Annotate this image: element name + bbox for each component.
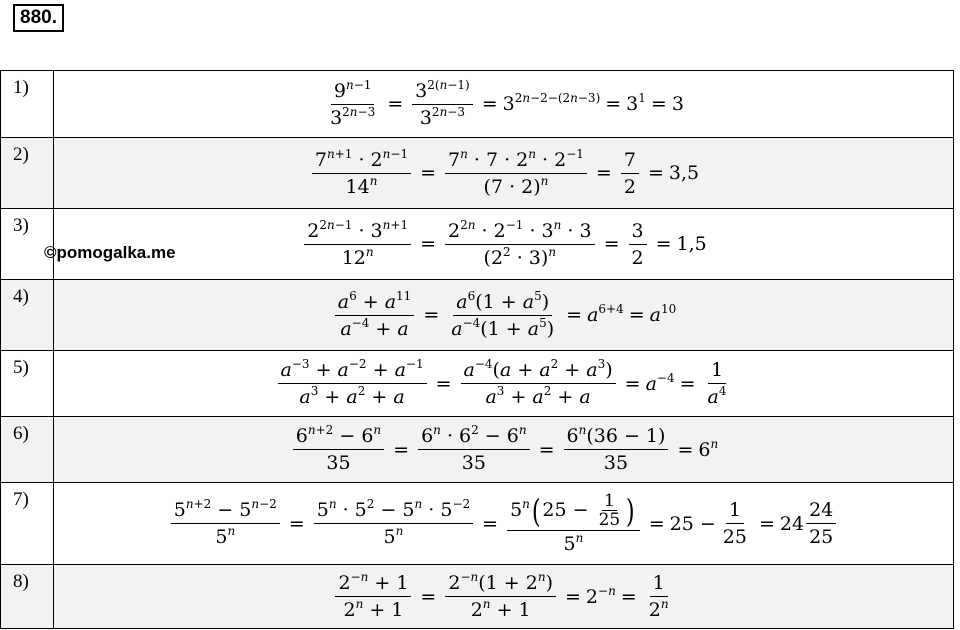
- table-row: [1, 417, 954, 483]
- formula-cell: [54, 209, 954, 280]
- result-whole: 24: [779, 512, 805, 535]
- formula-cell: [54, 565, 954, 629]
- equation: $\frac{5^{n+2} - 5^{n-2}}{5^n}$ = $\frac{5^n \cdot 5^2 - 5^n \cdot 5^{-2}}{5^n}$ = $5^n(25$ − $\frac{1}{25}$ ) 5$^n$ = 25 − $\frac{1}{25}$ = 24 $\frac{24}{25}$: [167, 491, 841, 557]
- result-value: 3: [671, 93, 684, 115]
- solutions-table: [0, 70, 954, 629]
- row-label: 6): [1, 417, 54, 483]
- equation: $\frac{2^{-n} + 1}{2^n + 1}$ = $\frac{2^{-n}(1 + 2^n)}{2^n + 1}$ = $2^{-n}$ = $\frac{1}{2^n}$: [331, 571, 675, 622]
- formula-cell: [54, 417, 954, 483]
- table-row: [1, 565, 954, 629]
- equation: $\frac{7^{n+1} \cdot 2^{n-1}}{14^n}$ = $\frac{7^n \cdot 7 \cdot 2^n \cdot 2^{-1}}{(7 \cdot 2)^n}$ = $\frac{7}{2}$ = 3,5: [308, 148, 699, 199]
- problem-number: 880.: [13, 4, 64, 32]
- formula-cell: [54, 138, 954, 209]
- table-row: [1, 71, 954, 138]
- table-row: [1, 138, 954, 209]
- row-label: 5): [1, 351, 54, 417]
- table-row: [1, 483, 954, 565]
- formula-cell: [54, 351, 954, 417]
- equation: $\frac{6^{n+2} - 6^n}{35}$ = $\frac{6^n \cdot 6^2 - 6^n}{35}$ = $\frac{6^n(36 - 1)}{35}$ = 6$^n$: [289, 424, 718, 475]
- equation: $\frac{a^{-3} + a^{-2} + a^{-1}}{a^3 + a^2 + a}$ = $\frac{a^{-4}(a + a^2 + a^3)}{a^3 + a^2 + a}$ = $a^{-4}$ = $\frac{1}{a^4}$: [274, 358, 734, 409]
- result-value: 6: [698, 438, 711, 461]
- table-row: [1, 280, 954, 351]
- row-label: 2): [1, 138, 54, 209]
- equation: $\frac{a^6 + a^{11}}{a^{-4} + a}$ = $\frac{a^6(1 + a^5)}{a^{-4}(1 + a^5)}$ = $a^{6+4}$ = $a^{10}$: [331, 290, 677, 341]
- row-label: 1): [1, 71, 54, 138]
- equation: $\frac{9^{n-1}}{3^{2n-3}}$ = $\frac{3^{2(n-1)}}{3^{2n-3}}$ = $3^{2n-2-(2n-3)}$ = $3^1$ = 3: [330, 77, 684, 129]
- row-label: 4): [1, 280, 54, 351]
- equation: $\frac{2^{2n-1} \cdot 3^{n+1}}{12^n}$ = $\frac{2^{2n} \cdot 2^{-1} \cdot 3^n \cdot 3}{(2^2 \cdot 3)^n}$ = $\frac{3}{2}$ = 1,5: [300, 219, 706, 270]
- formula-cell: [54, 280, 954, 351]
- formula-cell: [54, 71, 954, 138]
- result-value: 1,5: [676, 233, 707, 255]
- row-label: 3): [1, 209, 54, 280]
- row-label: 7): [1, 483, 54, 565]
- formula-cell: [54, 483, 954, 565]
- row-label: 8): [1, 565, 54, 629]
- result-numerator: 24: [806, 498, 836, 524]
- result-denominator: 25: [809, 526, 834, 548]
- result-value: 3,5: [668, 162, 700, 184]
- watermark: ©pomogalka.me: [44, 243, 176, 262]
- table-row: [1, 351, 954, 417]
